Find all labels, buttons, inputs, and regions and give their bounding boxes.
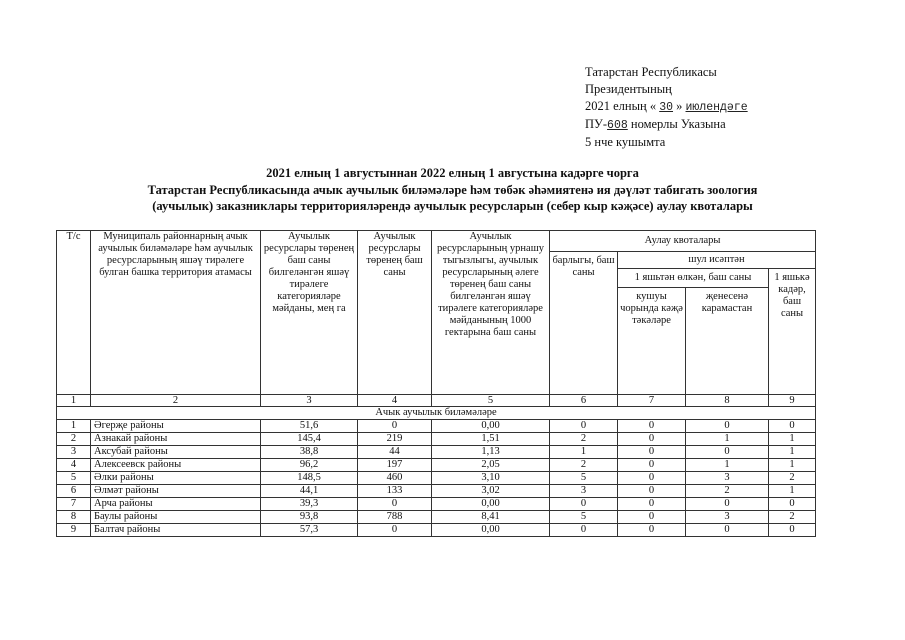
quota-any-sex: 1 (686, 459, 769, 472)
territory-name: Балтач районы (91, 524, 261, 537)
quota-total: 1 (550, 446, 618, 459)
quota-young: 0 (769, 498, 816, 511)
quota-total: 2 (550, 433, 618, 446)
quota-total: 0 (550, 498, 618, 511)
column-number: 8 (686, 395, 769, 407)
header-decree-prefix: ПУ- (585, 117, 608, 131)
habitat-area: 39,3 (261, 498, 358, 511)
quota-total: 2 (550, 459, 618, 472)
header-president: Президентының (585, 82, 672, 96)
population-count: 0 (358, 524, 432, 537)
quota-young: 0 (769, 524, 816, 537)
title-line-1: 2021 елның 1 августыннан 2022 елның 1 августына кадәрге чорга (266, 166, 639, 180)
table-row (57, 472, 816, 485)
header-date-day: 30 (659, 101, 674, 114)
quota-male-rut: 0 (618, 472, 686, 485)
quota-male-rut: 0 (618, 485, 686, 498)
habitat-area: 57,3 (261, 524, 358, 537)
territory-name: Әлки районы (91, 472, 261, 485)
quota-any-sex: 3 (686, 511, 769, 524)
table-row (57, 498, 816, 511)
header-decree-number: 608 (607, 119, 628, 132)
territory-name: Әлмәт районы (91, 485, 261, 498)
quota-table (56, 230, 816, 537)
col-header-total: барлыгы, баш саны (550, 252, 618, 395)
table-row (57, 511, 816, 524)
habitat-area: 44,1 (261, 485, 358, 498)
table-row (57, 446, 816, 459)
col-header-any-sex: җенесенә карамастан (686, 288, 769, 395)
section-row (57, 407, 816, 420)
population-density: 1,51 (432, 433, 550, 446)
column-number-row (57, 395, 816, 407)
row-number: 9 (57, 524, 91, 537)
row-number: 3 (57, 446, 91, 459)
row-number: 6 (57, 485, 91, 498)
population-density: 3,10 (432, 472, 550, 485)
quota-any-sex: 3 (686, 472, 769, 485)
population-count: 460 (358, 472, 432, 485)
col-header-density: Аучылык ресурсларының урнашу тыгызлыгы, аучылык ресурсларының әлеге төренең баш саны билгеләнгән яшәү тирәлеге категорияләре мәйданының 1000 гектарына баш саны (432, 231, 550, 395)
territory-name: Әгерҗе районы (91, 420, 261, 433)
population-density: 2,05 (432, 459, 550, 472)
population-density: 0,00 (432, 420, 550, 433)
quota-young: 1 (769, 433, 816, 446)
quota-male-rut: 0 (618, 420, 686, 433)
col-header-young: 1 яшькә кадәр, баш саны (769, 269, 816, 395)
table-body (57, 420, 816, 537)
column-number: 6 (550, 395, 618, 407)
population-density: 8,41 (432, 511, 550, 524)
table-row (57, 524, 816, 537)
column-number: 2 (91, 395, 261, 407)
quota-total: 0 (550, 524, 618, 537)
habitat-area: 93,8 (261, 511, 358, 524)
header-annex-number: 5 нче кушымта (585, 135, 666, 149)
column-number: 3 (261, 395, 358, 407)
habitat-area: 148,5 (261, 472, 358, 485)
quota-total: 0 (550, 420, 618, 433)
quota-male-rut: 0 (618, 446, 686, 459)
population-count: 44 (358, 446, 432, 459)
row-number: 8 (57, 511, 91, 524)
header-date (585, 98, 748, 116)
quota-any-sex: 2 (686, 485, 769, 498)
habitat-area: 145,4 (261, 433, 358, 446)
header-decree (585, 116, 748, 134)
row-number: 4 (57, 459, 91, 472)
quota-young: 1 (769, 485, 816, 498)
population-count: 0 (358, 420, 432, 433)
territory-name: Арча районы (91, 498, 261, 511)
table-row (57, 420, 816, 433)
quota-any-sex: 1 (686, 433, 769, 446)
territory-name: Аксубай районы (91, 446, 261, 459)
quota-male-rut: 0 (618, 498, 686, 511)
table-row (57, 433, 816, 446)
table-row (57, 485, 816, 498)
row-number: 5 (57, 472, 91, 485)
col-header-name: Муниципаль районнарның ачык аучылык биләмәләре һәм аучылык ресурсларының яшәү тирәлеге булган башка территория атамасы (91, 231, 261, 395)
col-header-count: Аучылык ресурслары төренең баш саны (358, 231, 432, 395)
habitat-area: 51,6 (261, 420, 358, 433)
population-density: 3,02 (432, 485, 550, 498)
col-header-male: кушуы чорында кәҗә тәкәләре (618, 288, 686, 395)
quota-male-rut: 0 (618, 524, 686, 537)
population-count: 197 (358, 459, 432, 472)
quota-any-sex: 0 (686, 524, 769, 537)
title-line-2: Татарстан Республикасында ачык аучылык биләмәләре һәм төбәк әһәмиятенә ия дәүләт табигать зоология (147, 182, 758, 197)
population-density: 1,13 (432, 446, 550, 459)
quota-total: 3 (550, 485, 618, 498)
col-header-of-which: шул исәптән (618, 252, 816, 269)
quota-young: 0 (769, 420, 816, 433)
column-number: 7 (618, 395, 686, 407)
col-header-num: Т/с (57, 231, 91, 395)
section-label: Ачык аучылык биләмәләре (57, 407, 816, 420)
quota-young: 1 (769, 446, 816, 459)
annex-header (585, 64, 748, 151)
col-header-older: 1 яшьтән өлкән, баш саны (618, 269, 769, 288)
quota-male-rut: 0 (618, 511, 686, 524)
quota-male-rut: 0 (618, 459, 686, 472)
table-row (57, 459, 816, 472)
quota-any-sex: 0 (686, 446, 769, 459)
quota-young: 1 (769, 459, 816, 472)
quota-total: 5 (550, 511, 618, 524)
population-count: 133 (358, 485, 432, 498)
habitat-area: 96,2 (261, 459, 358, 472)
quota-young: 2 (769, 472, 816, 485)
col-header-quota: Аулау квоталары (550, 231, 816, 252)
territory-name: Баулы районы (91, 511, 261, 524)
quota-any-sex: 0 (686, 420, 769, 433)
column-number: 5 (432, 395, 550, 407)
population-count: 788 (358, 511, 432, 524)
quota-male-rut: 0 (618, 433, 686, 446)
column-number: 9 (769, 395, 816, 407)
header-date-month: июлендәге (685, 101, 748, 114)
habitat-area: 38,8 (261, 446, 358, 459)
col-header-area: Аучылык ресурслары төренең баш саны билгеләнгән яшәү тирәлеге категорияләре мәйданы, мең га (261, 231, 358, 395)
header-date-mid: » (676, 99, 683, 113)
row-number: 2 (57, 433, 91, 446)
column-number: 4 (358, 395, 432, 407)
row-number: 1 (57, 420, 91, 433)
population-count: 219 (358, 433, 432, 446)
population-count: 0 (358, 498, 432, 511)
quota-young: 2 (769, 511, 816, 524)
header-date-prefix: 2021 елның « (585, 99, 657, 113)
header-republic: Татарстан Республикасы (585, 65, 717, 79)
row-number: 7 (57, 498, 91, 511)
title-line-3: (аучылык) заказниклары территорияләрендә аучылык ресурсларын (себер кыр кәҗәсе) аулау квоталары (152, 199, 753, 213)
population-density: 0,00 (432, 524, 550, 537)
territory-name: Азнакай районы (91, 433, 261, 446)
quota-total: 5 (550, 472, 618, 485)
population-density: 0,00 (432, 498, 550, 511)
territory-name: Алексеевск районы (91, 459, 261, 472)
quota-any-sex: 0 (686, 498, 769, 511)
header-decree-suffix: номерлы Указына (630, 117, 726, 131)
document-title (0, 165, 905, 215)
column-number: 1 (57, 395, 91, 407)
